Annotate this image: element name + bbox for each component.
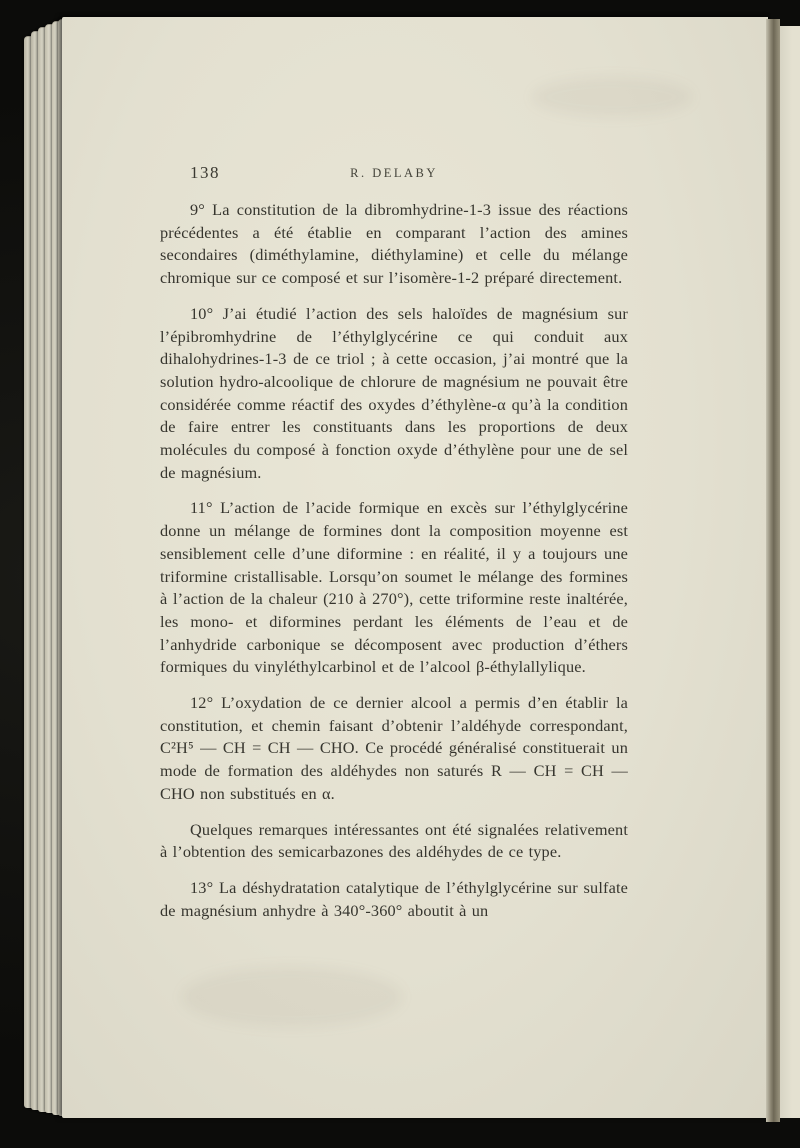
page-gutter-shadow	[766, 19, 780, 1122]
paper-stain	[532, 77, 692, 117]
book-page	[62, 17, 768, 1118]
paragraph-12: 12° L’oxydation de ce dernier alcool a permis d’en établir la constitution, et chemin faisant d’obtenir l’aldéhyde correspondant, C²H⁵ — CH = CH — CHO. Ce procédé généralisé constituerait un mode de formation des aldéhydes non saturés R — CH = CH — CHO non substitués en α.	[160, 693, 628, 803]
paragraph-10: 10° J’ai étudié l’action des sels haloïdes de magnésium sur l’épibromhydrine de l’éthylglycérine ce qui conduit aux dihalohydrines-1-3 de ce triol ; à cette occasion, j’ai montré que la solution hydro-alcoolique de chlorure de magnésium ne pouvait être considérée comme réactif des oxydes d’éthylène-α qu’à la condition de faire entrer les constituants dans les proportions de deux molécules du composé à fonction oxyde d’éthylène pour une de sel de magnésium.	[160, 303, 628, 482]
page-number: 138	[190, 163, 220, 182]
paragraph-remarks: Quelques remarques intéressantes ont été signalées relativement à l’obtention des semicarbazones des aldéhydes de ce type.	[160, 819, 628, 862]
text-column	[160, 163, 628, 935]
paragraph-9: 9° La constitution de la dibromhydrine-1-3 issue des réactions précédentes a été établie en comparant l’action des amines secondaires (diméthylamine, diéthylamine) et celle du mélange chromique sur ce composé et sur l’isomère-1-2 préparé directement.	[160, 200, 628, 288]
page-header	[160, 163, 628, 199]
paragraph-13: 13° La déshydratation catalytique de l’éthylglycérine sur sulfate de magnésium anhydre à 340°-360° aboutit à un	[160, 877, 628, 920]
paragraph-11: 11° L’action de l’acide formique en excès sur l’éthylglycérine donne un mélange de formines dont la composition moyenne est sensiblement celle d’une diformine : en réalité, il y a toujours une triformine cristallisable. Lorsqu’on soumet le mélange des formines à l’action de la chaleur (210 à 270°), cette triformine reste inaltérée, les mono- et diformines perdant les éléments de l’eau et de l’anhydride carbonique se décomposent avec production d’éthers formiques du vinyléthylcarbinol et de l’alcool β-éthylallylique.	[160, 498, 628, 677]
adjacent-page-edge	[780, 26, 800, 1118]
paper-stain	[182, 967, 402, 1027]
running-header: R. DELABY	[350, 166, 438, 180]
